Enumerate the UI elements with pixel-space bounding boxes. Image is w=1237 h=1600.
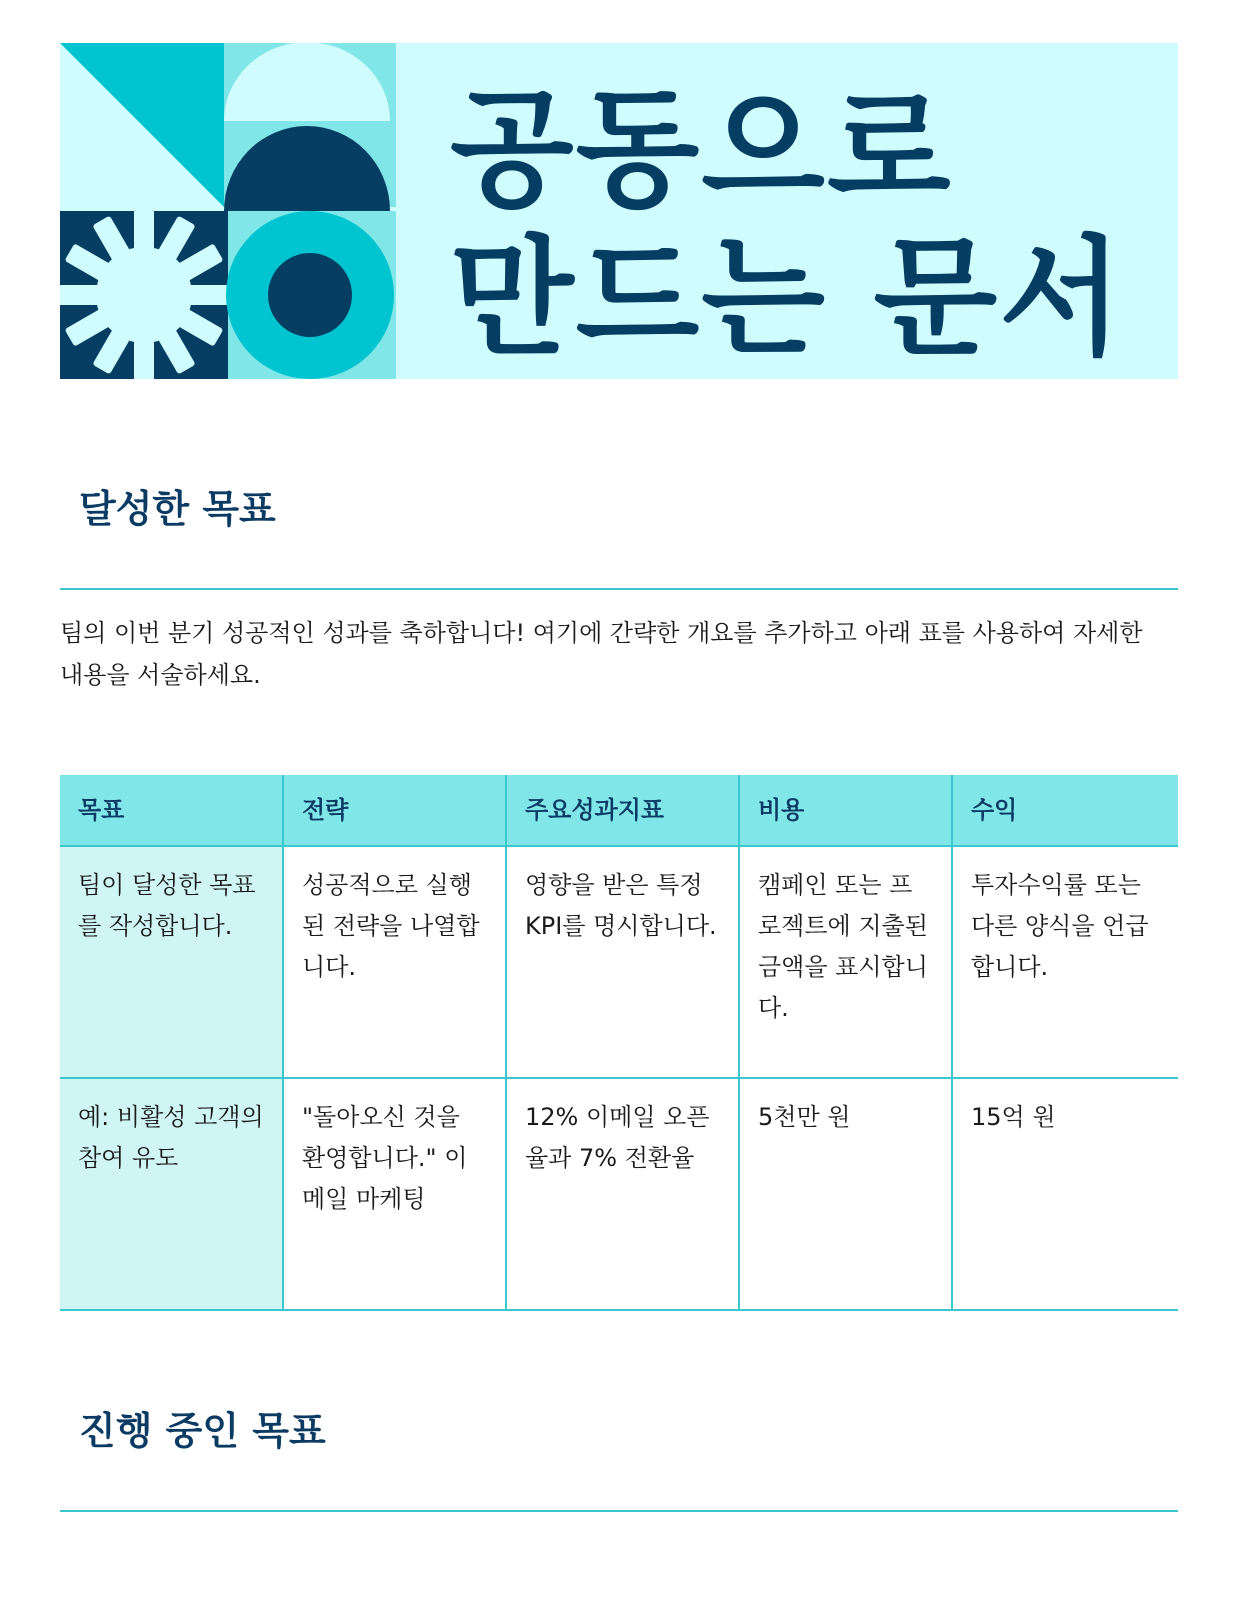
title-line-1: 공동으로 xyxy=(450,76,953,225)
section-divider xyxy=(60,1510,1178,1512)
intro-paragraph: 팀의 이번 분기 성공적인 성과를 축하합니다! 여기에 간략한 개요를 추가하고 아래 표를 사용하여 자세한 내용을 서술하세요. xyxy=(60,619,1143,689)
table-row xyxy=(60,846,1178,1078)
header-kpi: 주요성과지표 xyxy=(506,775,739,846)
navy-circle-shape xyxy=(268,253,352,337)
table-cell[interactable]: 성공적으로 실행된 전략을 나열합니다. xyxy=(283,846,506,1078)
header-strategy: 전략 xyxy=(283,775,506,846)
header-goal: 목표 xyxy=(60,775,283,846)
title-line-2: 만드는 문서 xyxy=(450,224,1125,373)
table-cell[interactable]: "돌아오신 것을 환영합니다." 이메일 마케팅 xyxy=(283,1078,506,1310)
table-cell[interactable]: 15억 원 xyxy=(952,1078,1178,1310)
goals-table xyxy=(60,775,1178,1311)
geometric-pattern-art xyxy=(60,43,396,379)
table-cell[interactable]: 5천만 원 xyxy=(739,1078,952,1310)
table-cell[interactable]: 12% 이메일 오픈율과 7% 전환율 xyxy=(506,1078,739,1310)
table-cell[interactable]: 캠페인 또는 프로젝트에 지출된 금액을 표시합니다. xyxy=(739,846,952,1078)
document-title xyxy=(450,77,1125,373)
table-cell[interactable]: 영향을 받은 특정 KPI를 명시합니다. xyxy=(506,846,739,1078)
table-row xyxy=(60,1078,1178,1310)
header-cost: 비용 xyxy=(739,775,952,846)
table-cell[interactable]: 팀이 달성한 목표를 작성합니다. xyxy=(60,846,283,1078)
table-header-row xyxy=(60,775,1178,846)
title-banner xyxy=(60,43,1178,379)
header-revenue: 수익 xyxy=(952,775,1178,846)
section-heading-in-progress: 진행 중인 목표 xyxy=(79,1409,326,1453)
section-heading-achieved: 달성한 목표 xyxy=(79,487,276,531)
table-cell[interactable]: 투자수익률 또는 다른 양식을 언급합니다. xyxy=(952,846,1178,1078)
section-divider xyxy=(60,588,1178,590)
table-cell[interactable]: 예: 비활성 고객의 참여 유도 xyxy=(60,1078,283,1310)
